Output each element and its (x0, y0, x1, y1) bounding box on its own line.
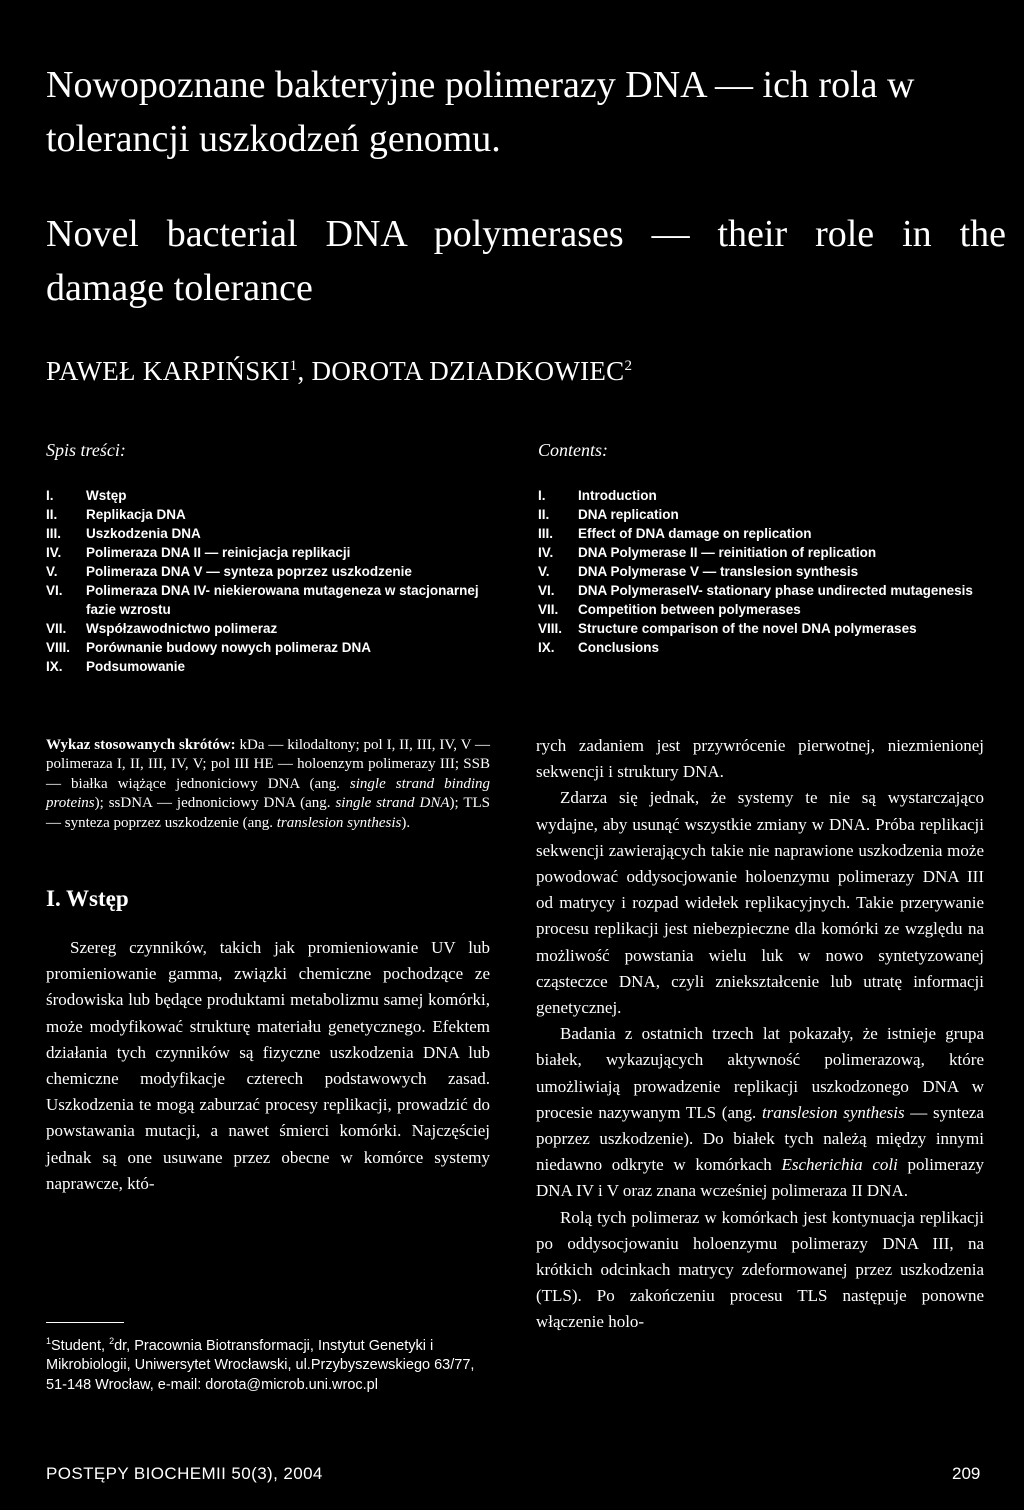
section-heading: I. Wstęp (46, 886, 129, 911)
toc-item-number: IV. (46, 545, 62, 560)
toc-item (538, 486, 988, 505)
author-1: PAWEŁ KARPIŃSKI (46, 356, 290, 386)
footnote-mark: 1 (46, 1336, 52, 1346)
title-english-line2: damage tolerance (46, 267, 313, 309)
abbreviations-term: single strand DNA (335, 795, 450, 812)
toc-item-label: Polimeraza DNA V — synteza poprzez uszkodzenie (86, 564, 412, 579)
toc-item (46, 581, 486, 619)
paragraph-text: — synteza poprzez uszkodzenie). Do białek tych należą między innymi niedawno odkryte w komórkach (536, 1102, 984, 1175)
title-polish: Nowopoznane bakteryjne polimerazy DNA — ich rola w tolerancji uszkodzeń genomu. (46, 64, 915, 160)
toc-item-label: Wstęp (86, 488, 127, 503)
toc-item-number: II. (46, 507, 58, 522)
toc-item-label: Replikacja DNA (86, 507, 186, 522)
toc-item-number: V. (538, 564, 550, 579)
toc-item (538, 581, 988, 600)
toc-item-number: VII. (538, 602, 559, 617)
toc-item (46, 562, 486, 581)
toc-item-label: Conclusions (578, 640, 660, 655)
abbreviations-term: translesion synthesis (276, 814, 402, 831)
toc-item-number: III. (46, 526, 62, 541)
toc-item-number: I. (538, 488, 546, 503)
toc-item-number: II. (538, 507, 550, 522)
toc-item (538, 619, 988, 638)
toc-item-number: IV. (538, 545, 554, 560)
toc-item-number: V. (46, 564, 58, 579)
toc-item-label: Polimeraza DNA IV- niekierowana mutageneza w stacjonarnej fazie wzrostu (86, 583, 479, 617)
toc-item-label: Współzawodnictwo polimeraz (86, 621, 278, 636)
paragraph-term: Escherichia coli (781, 1155, 898, 1175)
footnote-text: dr, Pracownia Biotransformacji, Instytut Genetyki i Mikrobiologii, Uniwersytet Wrocławski, ul.Przybyszewskiego 63/77, 51-148 Wrocław, e-mail: dorota@microb.uni.wroc.pl (46, 1337, 475, 1394)
toc-item (538, 562, 988, 581)
toc-item (46, 619, 486, 638)
footnote-text: Student, (51, 1337, 110, 1354)
body-paragraph: rych zadaniem jest przywrócenie pierwotnej, niezmienionej sekwencji i struktury DNA. (536, 736, 984, 782)
right-column (536, 733, 984, 1336)
toc-item-label: Effect of DNA damage on replication (578, 526, 812, 541)
toc-item (46, 657, 486, 676)
body-paragraph: Rolą tych polimeraz w komórkach jest kontynuacja replikacji po oddysocjowaniu holoenzymu polimerazy DNA III, na krótkich odcinkach matrycy zdeformowanej przez uszkodzenia (TLS). Po zakończeniu procesu TLS następuje ponowne włączenie holo- (536, 1207, 984, 1332)
author-separator: , (297, 356, 312, 386)
left-column (46, 935, 490, 1197)
body-paragraph (536, 1021, 984, 1204)
toc-item-label: DNA PolymeraseIV- stationary phase undirected mutagenesis (578, 583, 973, 598)
toc-item-number: VI. (538, 583, 555, 598)
toc-item-label: Podsumowanie (86, 659, 186, 674)
toc-item-label: DNA replication (578, 507, 679, 522)
toc-item (538, 638, 988, 657)
author-1-affiliation-mark: 1 (289, 358, 298, 374)
toc-item (538, 600, 988, 619)
paragraph-term: translesion synthesis (761, 1102, 905, 1122)
toc-item (538, 543, 988, 562)
toc-item-number: VI. (46, 583, 63, 598)
toc-item (46, 505, 486, 524)
toc-item-label: Polimeraza DNA II — reinicjacja replikacji (86, 545, 351, 560)
abbreviations-text: ); ssDNA — jednoniciowy DNA (ang. (94, 795, 336, 812)
toc-item-label: Introduction (578, 488, 657, 503)
toc-item-label: DNA Polymerase V — translesion synthesis (578, 564, 859, 579)
toc-item-label: DNA Polymerase II — reinitiation of replication (578, 545, 877, 560)
toc-item (538, 524, 988, 543)
footnote-divider (46, 1322, 124, 1323)
page-number: 209 (952, 1464, 981, 1483)
toc-item-number: VIII. (538, 621, 563, 636)
toc-polish (46, 486, 486, 676)
toc-item-label: Competition between polymerases (578, 602, 801, 617)
toc-item (46, 543, 486, 562)
toc-item-number: III. (538, 526, 554, 541)
paragraph-text: Badania z ostatnich trzech lat pokazały, że istnieje grupa białek, wykazujących aktywność polimerazową, które umożliwiają prowadzenie replikacji uszkodzonego DNA w procesie nazywanym TLS (ang. (536, 1024, 984, 1122)
toc-english-heading: Contents: (538, 440, 608, 460)
toc-item-number: I. (46, 488, 54, 503)
footnote (46, 1332, 490, 1396)
abbreviations-text: kDa — kilodaltony; pol I, II, III, IV, V — polimeraza I, II, III, IV, V; pol III HE — holoenzym polimerazy III; SSB — białka wiążące jednoniciowy DNA (ang. (46, 737, 490, 792)
footnote-mark: 2 (109, 1336, 115, 1346)
author-2: DOROTA DZIADKOWIEC (311, 356, 625, 386)
abbreviations-list (46, 736, 490, 833)
toc-item-label: Structure comparison of the novel DNA polymerases (578, 621, 917, 636)
abbreviations-text: ). (401, 814, 411, 831)
toc-item-number: IX. (46, 659, 63, 674)
paragraph-text: polimerazy DNA IV i V oraz znana wcześniej polimeraza II DNA. (536, 1155, 985, 1201)
toc-item-number: VII. (46, 621, 67, 636)
abbreviations-text: ); TLS — synteza poprzez uszkodzenie (ang. (46, 795, 490, 831)
toc-item (46, 486, 486, 505)
author-2-affiliation-mark: 2 (624, 358, 633, 374)
abbreviations-label: Wykaz stosowanych skrótów: (46, 737, 236, 753)
toc-item-label: Uszkodzenia DNA (86, 526, 201, 541)
title-english (46, 207, 1006, 315)
authors (46, 356, 632, 387)
toc-item-label: Porównanie budowy nowych polimeraz DNA (86, 640, 372, 655)
toc-item (46, 524, 486, 543)
abbreviations-term: single strand binding proteins (46, 775, 490, 812)
toc-item (46, 638, 486, 657)
title-english-line1: Novel bacterial DNA polymerases — their role in the (46, 213, 1006, 255)
body-paragraph: Zdarza się jednak, że systemy te nie są wystarczająco wydajne, aby usunąć wszystkie zmiany w DNA. Próba replikacji sekwencji zawierających takie nie naprawione uszkodzenia może powodować oddysocjowanie holoenzymu polimerazy DNA III od matrycy i rozpad widełek replikacyjnych. Takie przerywanie procesu replikacji jest niebezpieczne dla komórki ze względu na możliwość powstania wielu luk w nowo syntetyzowanej cząsteczce DNA, czyli zniekształcenie lub utratę informacji genetycznej. (536, 788, 984, 1018)
toc-item (538, 505, 988, 524)
toc-english (538, 486, 988, 657)
body-paragraph: Szereg czynników, takich jak promieniowanie UV lub promieniowanie gamma, związki chemiczne pochodzące ze środowiska lub będące produktami metabolizmu samej komórki, może modyfikować strukturę materiału genetycznego. Efektem działania tych czynników są fizyczne uszkodzenia DNA lub chemiczne modyfikacje czterech podstawowych zasad. Uszkodzenia te mogą zaburzać procesy replikacji, prowadzić do powstawania mutacji, a nawet śmierci komórki. Najczęściej jednak są one usuwane przez obecne w komórce systemy naprawcze, któ- (46, 938, 490, 1193)
journal-name: POSTĘPY BIOCHEMII 50(3), 2004 (46, 1464, 323, 1483)
toc-item-number: VIII. (46, 640, 71, 655)
toc-polish-heading: Spis treści: (46, 440, 126, 460)
toc-item-number: IX. (538, 640, 555, 655)
